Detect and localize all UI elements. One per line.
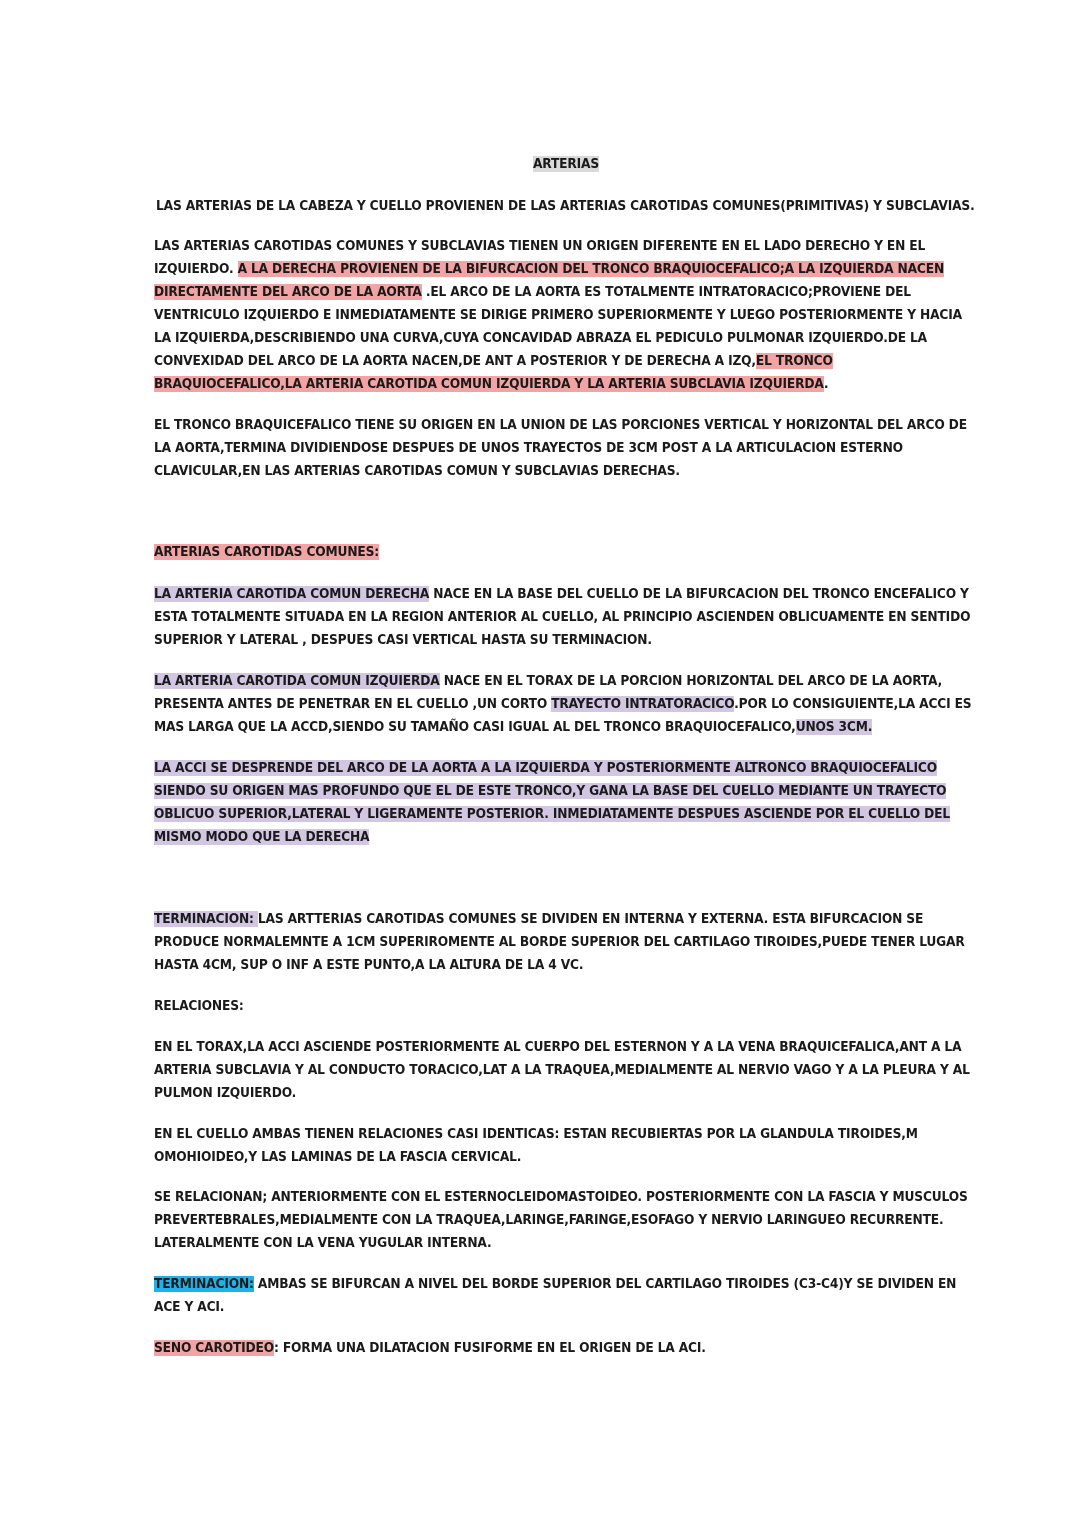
paragraph-cuello — [154, 1123, 980, 1169]
highlighted-text: TERMINACION: — [154, 911, 258, 927]
text-segment: EN EL TORAX,LA ACCI ASCIENDE POSTERIORMENTE AL CUERPO DEL ESTERNON Y A LA VENA BRAQUICEFALICA,ANT A LA ARTERIA SUBCLAVIA Y AL CONDUCTO TORACICO,LAT A LA TRAQUEA,MEDIALMENTE AL NERVIO VAGO Y A LA PLEURA Y AL PULMON IZQUIERDO. — [154, 1039, 970, 1101]
paragraph-relaciones — [154, 995, 980, 1018]
highlighted-text: EL TRONCO BRAQUIOCEFALICO,LA ARTERIA CAROTIDA COMUN IZQUIERDA Y LA ARTERIA SUBCLAVIA IZQUIERDA — [154, 353, 833, 392]
paragraph-relacionan — [154, 1186, 980, 1255]
page-title — [0, 153, 1080, 176]
paragraph-intro — [156, 195, 982, 218]
highlighted-text: LA ARTERIA CAROTIDA COMUN IZQUIERDA — [154, 673, 440, 689]
paragraph-terminacion-1 — [154, 908, 980, 977]
highlighted-text: TERMINACION: — [154, 1276, 254, 1292]
paragraph-accd — [154, 583, 980, 652]
paragraph-terminacion-2 — [154, 1273, 980, 1319]
paragraph-seno — [154, 1337, 980, 1360]
highlighted-text: LA ARTERIA CAROTIDA COMUN DERECHA — [154, 586, 430, 602]
highlighted-text: LA ACCI SE DESPRENDE DEL ARCO DE LA AORTA A LA IZQUIERDA Y POSTERIORMENTE ALTRONCO BRAQUIOCEFALICO SIENDO SU ORIGEN MAS PROFUNDO QUE EL DE ESTE TRONCO,Y GANA LA BASE DEL CUELLO MEDIANTE UN TRAYECTO OBLICUO SUPERIOR,LATERAL Y LIGERAMENTE POSTERIOR. INMEDIATAMENTE DESPUES ASCIENDE POR EL CUELLO DEL MISMO MODO QUE LA DERECHA — [154, 760, 950, 845]
paragraph-heading-carotidas — [154, 541, 980, 564]
title-text: ARTERIAS — [532, 156, 599, 172]
text-segment: EN EL CUELLO AMBAS TIENEN RELACIONES CASI IDENTICAS: ESTAN RECUBIERTAS POR LA GLANDULA TIROIDES,M OMOHIOIDEO,Y LAS LAMINAS DE LA FASCIA CERVICAL. — [154, 1126, 918, 1165]
text-segment: .EL ARCO DE LA AORTA ES TOTALMENTE INTRATORACICO;PROVIENE DEL VENTRICULO IZQUIERDO E INMEDIATAMENTE SE DIRIGE PRIMERO SUPERIORMENTE Y LUEGO POSTERIORMENTE Y HACIA LA IZQUIERDA,DESCRIBIENDO UNA CURVA,CUYA CONCAVIDAD ABRAZA EL PEDICULO PULMONAR IZQUIERDO.DE LA CONVEXIDAD DEL ARCO DE LA AORTA NACEN,DE ANT A POSTERIOR Y DE DERECHA A IZQ, — [154, 284, 962, 369]
highlighted-text: A LA DERECHA PROVIENEN DE LA BIFURCACION DEL TRONCO BRAQUIOCEFALICO;A LA IZQUIERDA NACEN DIRECTAMENTE DEL ARCO DE LA AORTA — [154, 261, 945, 300]
paragraph-acci — [154, 670, 980, 739]
highlighted-text: ARTERIAS CAROTIDAS COMUNES: — [154, 544, 380, 560]
text-segment: NACE EN LA BASE DEL CUELLO DE LA BIFURCACION DEL TRONCO ENCEFALICO Y ESTA TOTALMENTE SITUADA EN LA REGION ANTERIOR AL CUELLO, AL PRINCIPIO ASCIENDEN OBLICUAMENTE EN SENTIDO SUPERIOR Y LATERAL , DESPUES CASI VERTICAL HASTA SU TERMINACION. — [154, 586, 971, 648]
text-segment: .POR LO CONSIGUIENTE,LA ACCI ES MAS LARGA QUE LA ACCD,SIENDO SU TAMAÑO CASI IGUAL AL DEL TRONCO BRAQUIOCEFALICO, — [154, 696, 972, 735]
text-segment: AMBAS SE BIFURCAN A NIVEL DEL BORDE SUPERIOR DEL CARTILAGO TIROIDES (C3-C4)Y SE DIVIDEN EN ACE Y ACI. — [154, 1276, 957, 1315]
paragraph-acci-desprende — [154, 757, 980, 849]
text-segment: LAS ARTERIAS CAROTIDAS COMUNES Y SUBCLAVIAS TIENEN UN ORIGEN DIFERENTE EN EL LADO DERECHO Y EN EL IZQUIERDO. — [154, 238, 926, 277]
highlighted-text: TRAYECTO INTRATORACICO — [551, 696, 735, 712]
text-segment: SE RELACIONAN; ANTERIORMENTE CON EL ESTERNOCLEIDOMASTOIDEO. POSTERIORMENTE CON LA FASCIA Y MUSCULOS PREVERTEBRALES,MEDIALMENTE CON LA TRAQUEA,LARINGE,FARINGE,ESOFAGO Y NERVIO LARINGUEO RECURRENTE. LATERALMENTE CON LA VENA YUGULAR INTERNA. — [154, 1189, 968, 1251]
text-segment: RELACIONES: — [154, 998, 244, 1014]
paragraph-origin — [154, 235, 980, 396]
text-segment: LAS ARTERIAS DE LA CABEZA Y CUELLO PROVIENEN DE LAS ARTERIAS CAROTIDAS COMUNES(PRIMITIVAS) Y SUBCLAVIAS. — [156, 198, 975, 214]
paragraph-torax — [154, 1036, 980, 1105]
paragraph-tronco — [154, 414, 980, 483]
text-segment: . — [823, 376, 829, 392]
text-segment: LAS ARTTERIAS CAROTIDAS COMUNES SE DIVIDEN EN INTERNA Y EXTERNA. ESTA BIFURCACION SE PRODUCE NORMALEMNTE A 1CM SUPERIROMENTE AL BORDE SUPERIOR DEL CARTILAGO TIROIDES,PUEDE TENER LUGAR HASTA 4CM, SUP O INF A ESTE PUNTO,A LA ALTURA DE LA 4 VC. — [154, 911, 965, 973]
highlighted-text: SENO CAROTIDEO — [154, 1340, 274, 1356]
text-segment: NACE EN EL TORAX DE LA PORCION HORIZONTAL DEL ARCO DE LA AORTA, PRESENTA ANTES DE PENETRAR EN EL CUELLO ,UN CORTO — [154, 673, 943, 712]
text-segment: : FORMA UNA DILATACION FUSIFORME EN EL ORIGEN DE LA ACI. — [274, 1340, 706, 1356]
text-segment: EL TRONCO BRAQUICEFALICO TIENE SU ORIGEN EN LA UNION DE LAS PORCIONES VERTICAL Y HORIZONTAL DEL ARCO DE LA AORTA,TERMINA DIVIDIENDOSE DESPUES DE UNOS TRAYECTOS DE 3CM POST A LA ARTICULACION ESTERNO CLAVICULAR,EN LAS ARTERIAS CAROTIDAS COMUN Y SUBCLAVIAS DERECHAS. — [154, 417, 967, 479]
highlighted-text: UNOS 3CM. — [795, 719, 873, 735]
